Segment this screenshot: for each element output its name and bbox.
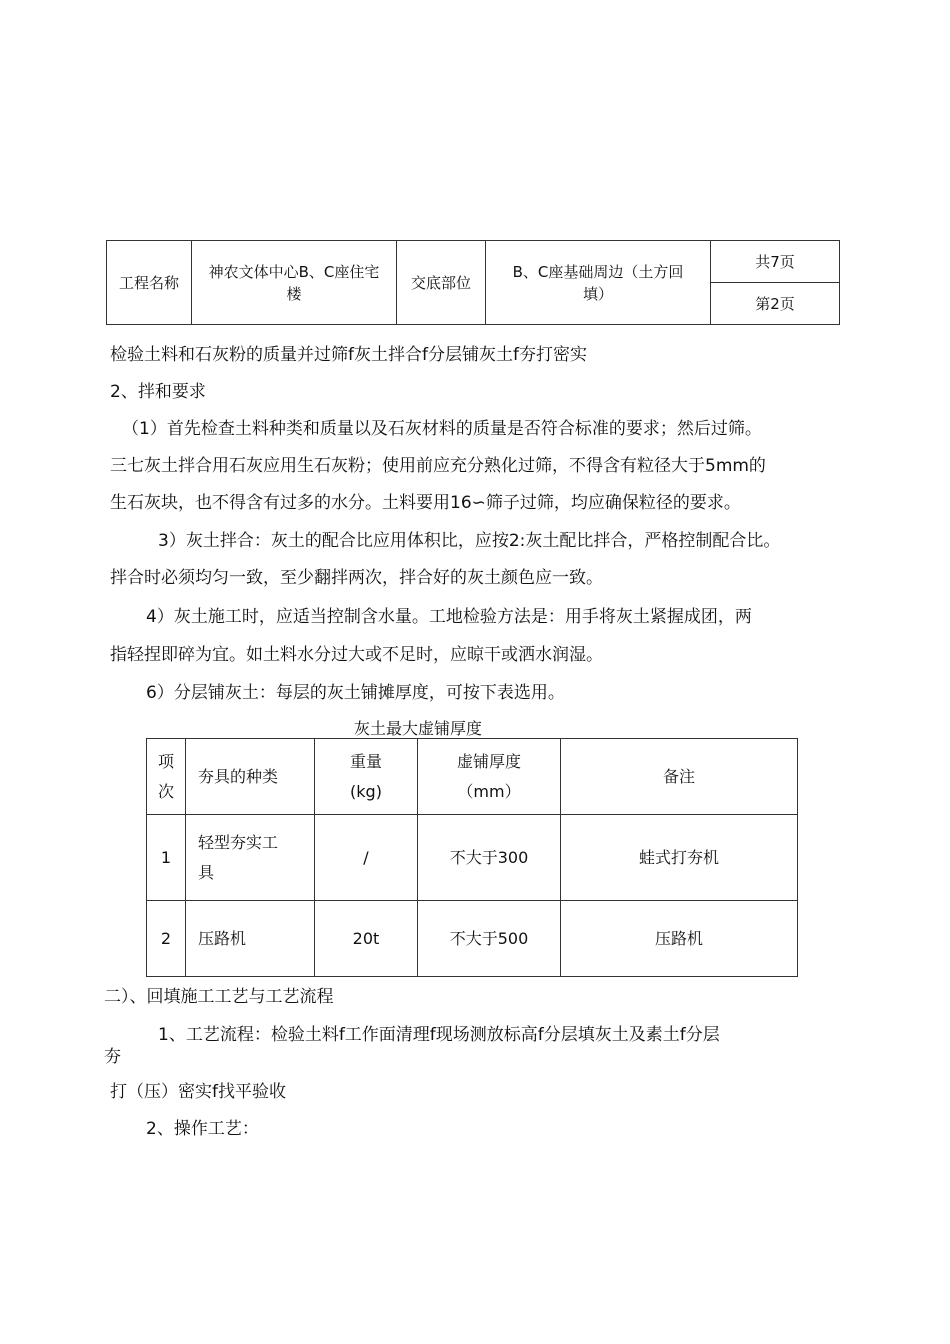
section-heading: 2、拌和要求 (110, 382, 206, 402)
row-tool-a: 压路机 (186, 901, 315, 977)
paragraph-line: 2、操作工艺： (146, 1119, 259, 1139)
row-weight: / (315, 815, 418, 901)
col-note: 备注 (561, 739, 798, 815)
header-table (106, 240, 840, 325)
paragraph-line: 1、工艺流程：检验土料f工作面清理f现场测放标高f分层填灰土及素土f分层 (158, 1025, 720, 1045)
row-no: 2 (147, 901, 186, 977)
paragraph-line: 检验土料和石灰粉的质量并过筛f灰土拌合f分层铺灰土f夯打密实 (110, 345, 587, 365)
table-header-row (147, 739, 798, 815)
col-weight-b: (kg) (350, 781, 382, 801)
paragraph-line: 打（压）密实f找平验收 (110, 1082, 286, 1102)
thickness-table (146, 738, 798, 977)
table-caption: 灰土最大虚铺厚度 (354, 719, 483, 738)
row-thickness: 不大于300 (418, 815, 561, 901)
col-item-b: 次 (157, 781, 174, 801)
paragraph-line: 生石灰块，也不得含有过多的水分。土料要用16∽筛子过筛，均应确保粒径的要求。 (110, 493, 741, 513)
row-note: 压路机 (561, 901, 798, 977)
paragraph-line: 拌合时必须均匀一致，至少翻拌两次，拌合好的灰土颜色应一致。 (110, 568, 603, 588)
paragraph-line: （1）首先检查土料种类和质量以及石灰材料的质量是否符合标准的要求；然后过筛。 (122, 419, 762, 439)
row-tool-b: 具 (198, 862, 215, 882)
location-label: 交底部位 (397, 241, 486, 325)
total-pages: 共7页 (711, 241, 840, 283)
row-note: 蛙式打夯机 (561, 815, 798, 901)
project-name: 神农文体中心B、C座住宅楼 (192, 241, 397, 325)
section-heading: 二）、回填施工工艺与工艺流程 (104, 987, 334, 1007)
paragraph-line: 6）分层铺灰土：每层的灰土铺摊厚度，可按下表选用。 (146, 683, 565, 703)
col-thickness-a: 虚铺厚度 (456, 751, 521, 771)
row-no: 1 (147, 815, 186, 901)
col-thickness-b: （mm） (457, 781, 521, 801)
paragraph-line: 3）灰土拌合：灰土的配合比应用体积比，应按2:灰土配比拌合，严格控制配合比。 (158, 531, 781, 551)
current-page: 第2页 (711, 283, 840, 325)
paragraph-line: 指轻捏即碎为宜。如土料水分过大或不足时，应晾干或洒水润湿。 (110, 645, 603, 665)
location-value: B、C座基础周边（土方回填） (486, 241, 711, 325)
row-weight: 20t (315, 901, 418, 977)
paragraph-line: 夯 (104, 1047, 121, 1067)
paragraph-line: 4）灰土施工时，应适当控制含水量。工地检验方法是：用手将灰土紧握成团，两 (146, 607, 752, 627)
table-row (147, 901, 798, 977)
paragraph-line: 三七灰土拌合用石灰应用生石灰粉；使用前应充分熟化过筛，不得含有粒径大于5mm的 (110, 456, 766, 476)
col-item-a: 项 (157, 751, 174, 771)
row-tool-a: 轻型夯实工 (198, 832, 279, 852)
project-label: 工程名称 (107, 241, 192, 325)
col-weight-a: 重量 (349, 751, 382, 771)
col-tool: 夯具的种类 (186, 739, 315, 815)
row-thickness: 不大于500 (418, 901, 561, 977)
table-row (147, 815, 798, 901)
